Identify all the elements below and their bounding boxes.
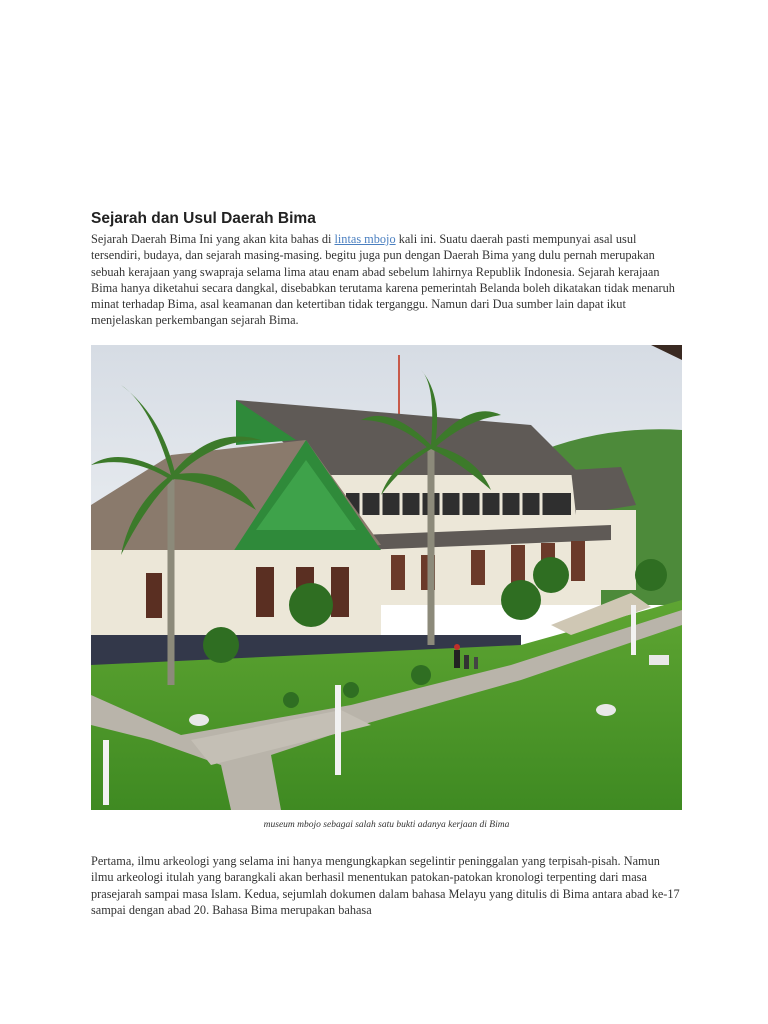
intro-text-start: Sejarah Daerah Bima Ini yang akan kita bahas di <box>91 232 335 246</box>
body-paragraph: Pertama, ilmu arkeologi yang selama ini hanya mengungkapkan segelintir peninggalan yang terpisah-pisah. Namun ilmu arkeologi itulah yang barangkali akan berhasil menentukan patokan-patokan kronologi terpenting dari masa prasejarah sampai masa Islam. Kedua, sejumlah dokumen dalam bahasa Melayu yang ditulis di Bima antara abad ke-17 sampai dengan abad 20. Bahasa Bima merupakan bahasa <box>91 854 680 917</box>
lintas-mbojo-link[interactable]: lintas mbojo <box>334 232 396 246</box>
intro-paragraph <box>91 231 683 329</box>
intro-text-rest: kali ini. Suatu daerah pasti mempunyai asal usul tersendiri, budaya, dan sejarah masing-masing. begitu juga pun dengan Daerah Bima yang dulu pernah merupakan sebuah kerajaan yang swapraja selama lima atau enam abad sebelum lahirnya Republik Indonesia. Sejarah kerajaan Bima hanya diketahui secara dangkal, disebabkan terutama karena pemerintah Belanda boleh dikatakan tidak menaruh minat terhadap Bima, asal keamanan dan ketertiban tidak terganggu. Namun dari Dua sumber lain dapat ikut menjelaskan perkembangan sejarah Bima. <box>91 232 675 328</box>
article-title: Sejarah dan Usul Daerah Bima <box>91 210 316 227</box>
photo-caption: museum mbojo sebagai salah satu bukti adanya kerjaan di Bima <box>263 820 510 830</box>
museum-photo <box>91 345 682 810</box>
